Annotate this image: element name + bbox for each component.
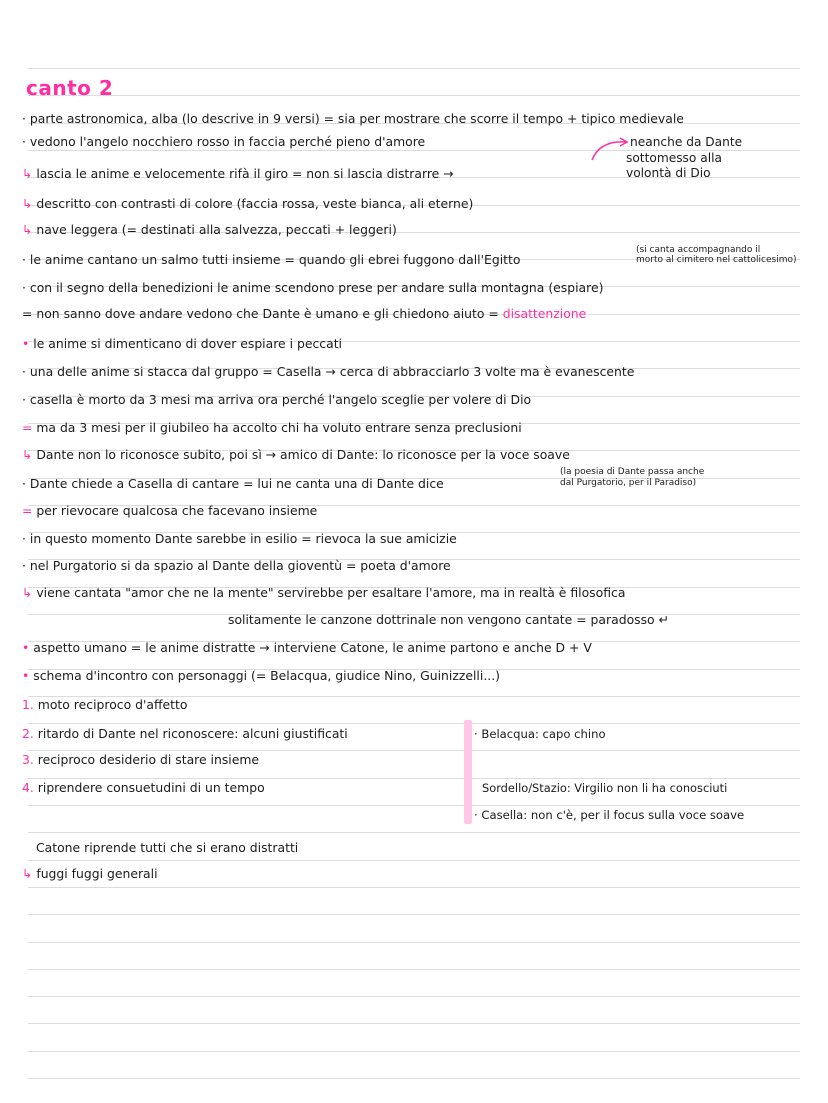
bullet-icon: • bbox=[22, 640, 30, 655]
line-prefix: · bbox=[22, 392, 26, 407]
ruled-line bbox=[28, 914, 800, 915]
line-text: nel Purgatorio si da spazio al Dante della gioventù = poeta d'amore bbox=[29, 558, 451, 573]
list-number: 2. bbox=[22, 726, 34, 741]
note-line-25 bbox=[22, 780, 265, 796]
line-text: casella è morto da 3 mesi ma arriva ora perché l'angelo sceglie per volere di Dio bbox=[29, 392, 532, 407]
page-title: canto 2 bbox=[26, 76, 114, 100]
ruled-line bbox=[28, 778, 800, 779]
side-note-casella: · Casella: non c'è, per il focus sulla voce soave bbox=[474, 808, 745, 822]
line-prefix: · bbox=[22, 558, 26, 573]
note-line-6 bbox=[22, 252, 520, 268]
line-text: nave leggera (= destinati alla salvezza, peccati + leggeri) bbox=[36, 222, 397, 237]
line-text: riprendere consuetudini di un tempo bbox=[37, 780, 265, 795]
line-text: reciproco desiderio di stare insieme bbox=[37, 752, 260, 767]
note-line-4 bbox=[22, 196, 473, 212]
line-text: ma da 3 mesi per il giubileo ha accolto chi ha voluto entrare senza preclusioni bbox=[36, 420, 522, 435]
note-line-14 bbox=[22, 476, 444, 492]
bullet-icon: • bbox=[22, 668, 30, 683]
line-text: schema d'incontro con personaggi (= Belacqua, giudice Nino, Guinizzelli...) bbox=[33, 668, 500, 683]
ruled-line bbox=[28, 68, 800, 69]
line-prefix: = bbox=[22, 306, 33, 321]
line-text: per rievocare qualcosa che facevano insieme bbox=[36, 503, 318, 518]
arrow-icon: ↳ bbox=[22, 447, 33, 462]
ruled-line bbox=[28, 996, 800, 997]
line-text: le anime si dimenticano di dover espiare i peccati bbox=[33, 336, 342, 351]
line-text: vedono l'angelo nocchiero rosso in faccia perché pieno d'amore bbox=[29, 134, 426, 149]
ruled-line bbox=[28, 750, 800, 751]
note-line-10 bbox=[22, 364, 634, 380]
ruled-line bbox=[28, 95, 800, 96]
arrow-icon: ↳ bbox=[22, 166, 33, 181]
note-line-8 bbox=[22, 306, 586, 322]
note-dio-1: neanche da Dante bbox=[630, 135, 743, 149]
list-number: 1. bbox=[22, 697, 34, 712]
equals-icon: = bbox=[22, 503, 33, 518]
side-note-sordello: Sordello/Stazio: Virgilio non li ha conosciuti bbox=[482, 781, 728, 795]
note-line-21 bbox=[22, 668, 500, 684]
note-line-15 bbox=[22, 503, 317, 519]
note-line-19 bbox=[228, 612, 669, 628]
line-prefix: · bbox=[22, 476, 26, 491]
note-line-26 bbox=[36, 840, 298, 856]
line-prefix: · bbox=[22, 111, 26, 126]
note-line-12 bbox=[22, 420, 522, 436]
line-prefix: · bbox=[22, 252, 26, 267]
note-poesia-1: (la poesia di Dante passa anche bbox=[560, 467, 705, 477]
ruled-line bbox=[28, 942, 800, 943]
ruled-line bbox=[28, 1023, 800, 1024]
arrow-icon: ↳ bbox=[22, 222, 33, 237]
ruled-line bbox=[28, 860, 800, 861]
line-text: descritto con contrasti di colore (faccia rossa, veste bianca, ali eterne) bbox=[36, 196, 474, 211]
note-line-18 bbox=[22, 585, 625, 601]
line-text: fuggi fuggi generali bbox=[36, 866, 158, 881]
line-text: solitamente le canzone dottrinale non vengono cantate = paradosso ↵ bbox=[228, 612, 669, 627]
note-line-22 bbox=[22, 697, 187, 713]
ruled-line bbox=[28, 887, 800, 888]
line-text: in questo momento Dante sarebbe in esilio = rievoca la sue amicizie bbox=[29, 531, 457, 546]
line-text: con il segno della benedizioni le anime scendono prese per andare sulla montagna (espiare) bbox=[29, 280, 604, 295]
equals-icon: = bbox=[22, 420, 33, 435]
ruled-line bbox=[28, 805, 800, 806]
note-line-20 bbox=[22, 640, 592, 656]
line-text: viene cantata "amor che ne la mente" servirebbe per esaltare l'amore, ma in realtà è filosofica bbox=[36, 585, 626, 600]
line-text: Dante non lo riconosce subito, poi sì → amico di Dante: lo riconosce per la voce soave bbox=[36, 447, 570, 462]
note-cimitero-1: (si canta accompagnando il bbox=[636, 245, 761, 255]
note-line-23 bbox=[22, 726, 348, 742]
note-line-13 bbox=[22, 447, 570, 463]
note-poesia-2: dal Purgatorio, per il Paradiso) bbox=[560, 478, 697, 488]
side-note-belacqua: · Belacqua: capo chino bbox=[474, 727, 606, 741]
note-dio-2: sottomesso alla bbox=[626, 151, 722, 165]
line-prefix: · bbox=[22, 280, 26, 295]
line-text: aspetto umano = le anime distratte → interviene Catone, le anime partono e anche D + V bbox=[33, 640, 592, 655]
line-prefix: · bbox=[22, 531, 26, 546]
note-line-1 bbox=[22, 111, 684, 127]
note-line-7 bbox=[22, 280, 603, 296]
line-text: una delle anime si stacca dal gruppo = Casella → cerca di abbracciarlo 3 volte ma è evanescente bbox=[29, 364, 635, 379]
arrow-icon: ↳ bbox=[22, 585, 33, 600]
line-text: Dante chiede a Casella di cantare = lui ne canta una di Dante dice bbox=[29, 476, 444, 491]
list-number: 3. bbox=[22, 752, 34, 767]
note-line-16 bbox=[22, 531, 457, 547]
note-cimitero-2: morto al cimitero nel cattolicesimo) bbox=[636, 255, 797, 265]
curved-arrow-icon bbox=[590, 136, 630, 162]
note-line-11 bbox=[22, 392, 531, 408]
note-line-17 bbox=[22, 558, 451, 574]
line-text: Catone riprende tutti che si erano distratti bbox=[36, 840, 299, 855]
ruled-line bbox=[28, 1078, 800, 1079]
line-text: lascia le anime e velocemente rifà il giro = non si lascia distrarre → bbox=[36, 166, 454, 181]
keyword-highlight: disattenzione bbox=[502, 306, 587, 321]
arrow-icon: ↳ bbox=[22, 866, 33, 881]
note-line-2 bbox=[22, 134, 425, 150]
list-number: 4. bbox=[22, 780, 34, 795]
note-line-9 bbox=[22, 336, 342, 352]
ruled-line bbox=[28, 1051, 800, 1052]
note-line-3 bbox=[22, 166, 454, 182]
note-line-27 bbox=[22, 866, 158, 882]
line-prefix: · bbox=[22, 134, 26, 149]
arrow-icon: ↳ bbox=[22, 196, 33, 211]
note-dio-3: volontà di Dio bbox=[626, 166, 711, 180]
highlight-bar bbox=[464, 720, 472, 824]
note-line-24 bbox=[22, 752, 259, 768]
line-prefix: · bbox=[22, 364, 26, 379]
ruled-line bbox=[28, 723, 800, 724]
line-text: parte astronomica, alba (lo descrive in 9 versi) = sia per mostrare che scorre il tempo + tipico medievale bbox=[29, 111, 684, 126]
line-text: le anime cantano un salmo tutti insieme = quando gli ebrei fuggono dall'Egitto bbox=[29, 252, 521, 267]
line-text: non sanno dove andare vedono che Dante è umano e gli chiedono aiuto = bbox=[36, 306, 503, 321]
ruled-line bbox=[28, 969, 800, 970]
bullet-icon: • bbox=[22, 336, 30, 351]
line-text: moto reciproco d'affetto bbox=[37, 697, 188, 712]
note-line-5 bbox=[22, 222, 397, 238]
line-text: ritardo di Dante nel riconoscere: alcuni giustificati bbox=[37, 726, 348, 741]
ruled-line bbox=[28, 832, 800, 833]
